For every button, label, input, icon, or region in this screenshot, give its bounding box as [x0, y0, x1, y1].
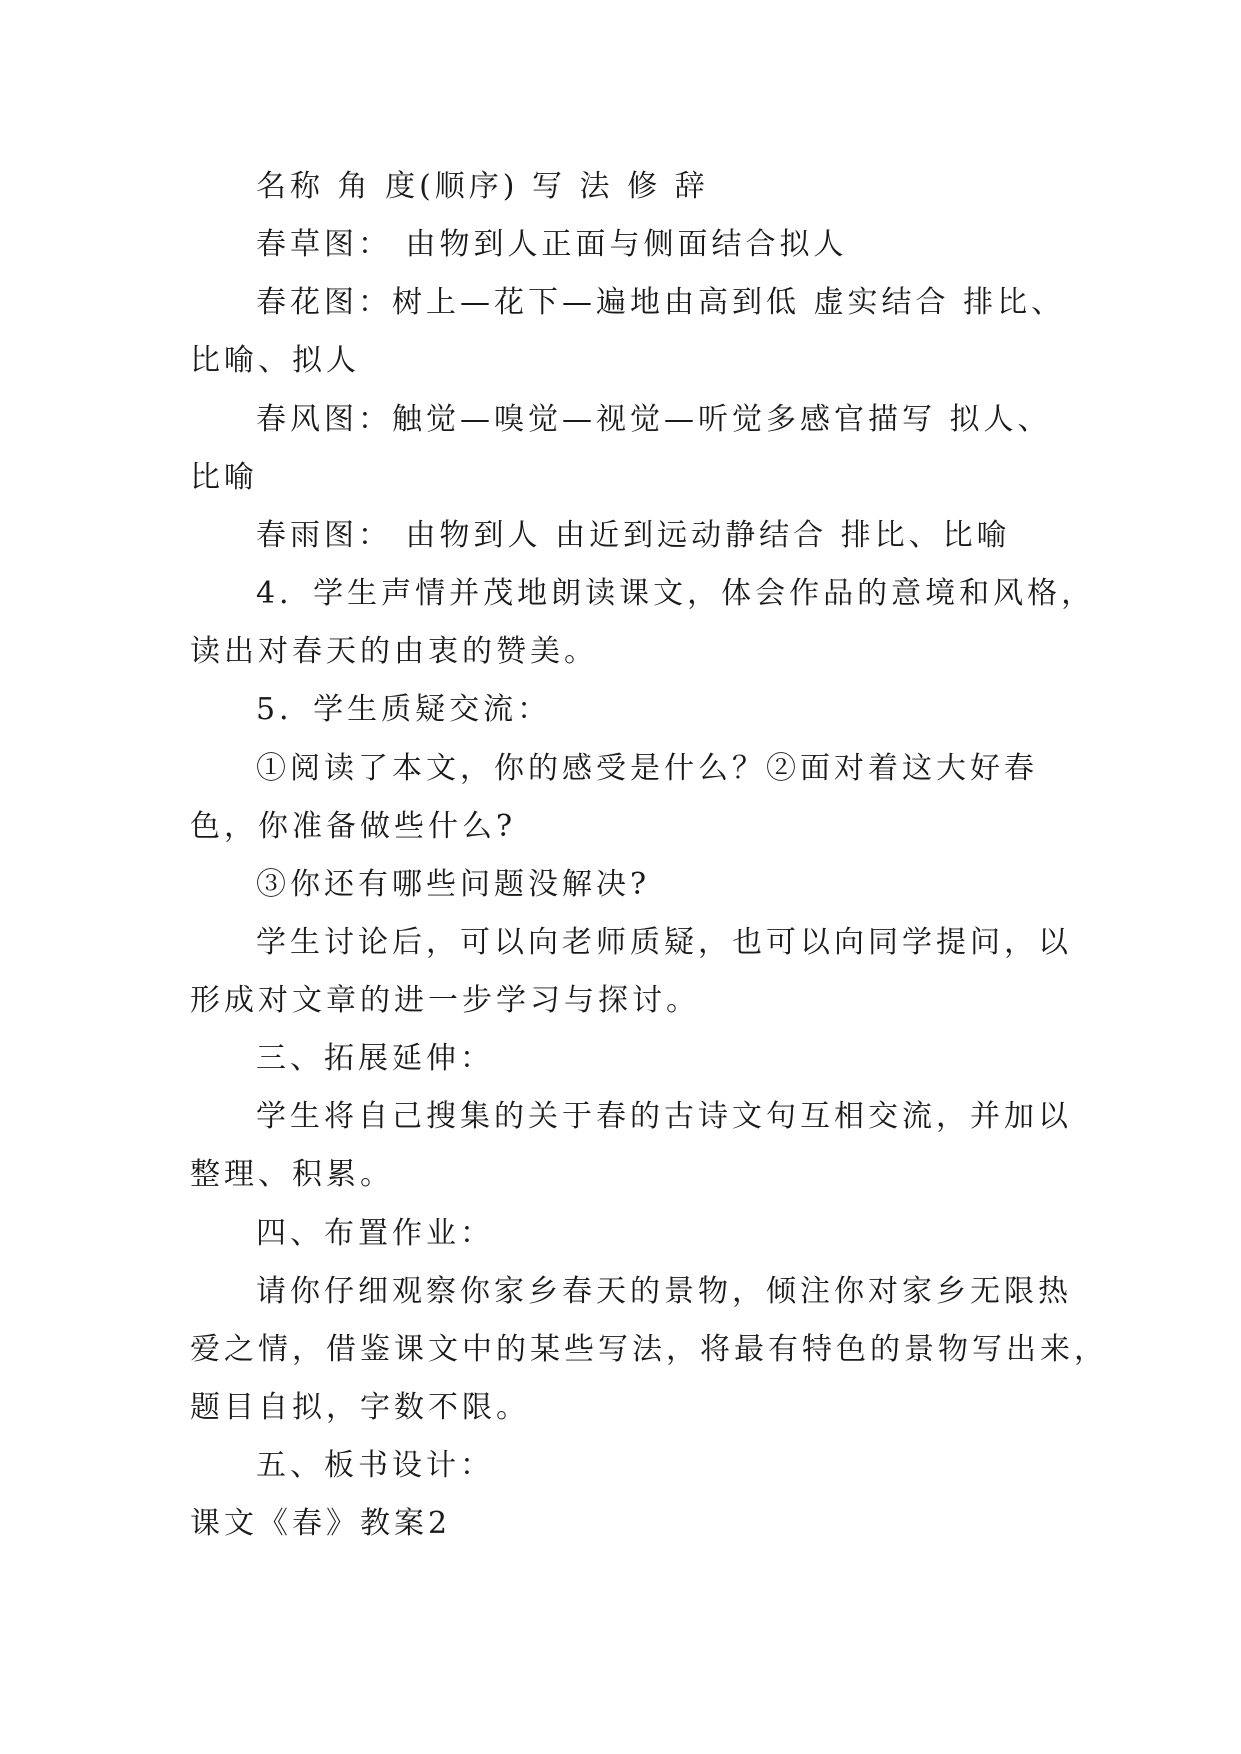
step-4-paragraph-cont: 读出对春天的由衷的赞美。 — [190, 634, 598, 669]
homework-paragraph-cont-1: 爱之情，借鉴课文中的某些写法，将最有特色的景物写出来， — [190, 1332, 1108, 1367]
section-5-heading: 五、板书设计： — [256, 1448, 494, 1483]
step-4-paragraph: 4．学生声情并茂地朗读课文，体会作品的意境和风格， — [256, 576, 1096, 611]
spring-grass-line: 春草图： 由物到人正面与侧面结合拟人 — [256, 227, 848, 262]
spring-rain-line: 春雨图： 由物到人 由近到远动静结合 排比、比喻 — [256, 518, 1011, 553]
section-3-heading: 三、拓展延伸： — [256, 1041, 494, 1076]
spring-flower-line: 春花图：树上—花下—遍地由高到低 虚实结合 排比、 — [256, 285, 1066, 320]
discussion-paragraph: 学生讨论后，可以向老师质疑，也可以向同学提问，以 — [256, 925, 1072, 960]
spring-flower-line-cont: 比喻、拟人 — [190, 343, 360, 378]
next-lesson-title: 课文《春》教案2 — [190, 1506, 452, 1541]
discussion-paragraph-cont: 形成对文章的进一步学习与探讨。 — [190, 983, 700, 1018]
step-5-heading: 5．学生质疑交流： — [256, 692, 552, 727]
spring-wind-line: 春风图：触觉—嗅觉—视觉—听觉多感官描写 拟人、 — [256, 402, 1052, 437]
question-1-2: ①阅读了本文，你的感受是什么？②面对着这大好春 — [256, 751, 1038, 786]
extension-paragraph-cont: 整理、积累。 — [190, 1157, 394, 1192]
homework-paragraph: 请你仔细观察你家乡春天的景物，倾注你对家乡无限热 — [256, 1274, 1072, 1309]
question-1-2-cont: 色，你准备做些什么? — [190, 809, 517, 844]
spring-wind-line-cont: 比喻 — [190, 460, 258, 495]
question-3: ③你还有哪些问题没解决? — [256, 867, 651, 902]
extension-paragraph: 学生将自己搜集的关于春的古诗文句互相交流，并加以 — [256, 1099, 1072, 1134]
table-header-line: 名称 角 度(顺序) 写 法 修 辞 — [256, 169, 709, 204]
section-4-heading: 四、布置作业： — [256, 1216, 494, 1251]
homework-paragraph-cont-2: 题目自拟，字数不限。 — [190, 1390, 530, 1425]
